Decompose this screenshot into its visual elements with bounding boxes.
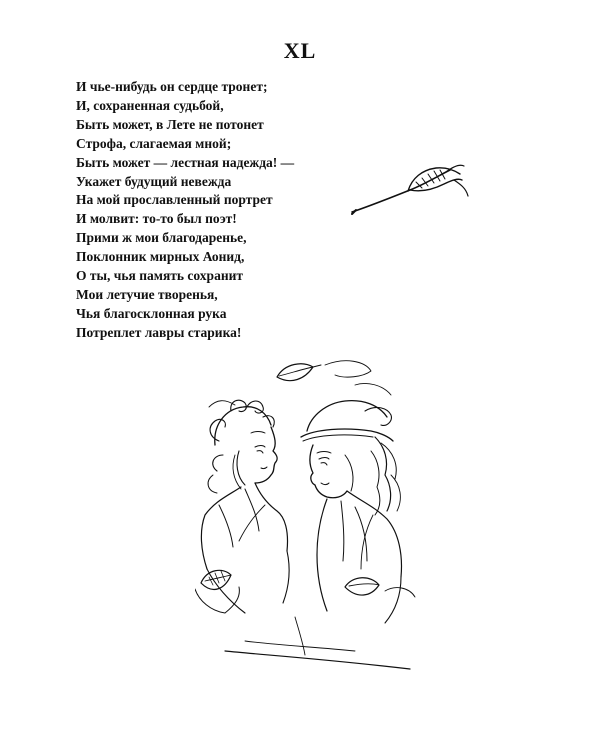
poem-line: Поклонник мирных Аонид, [76,249,245,265]
two-figures-sketch [195,355,420,675]
poem-line: Потреплет лавры старика! [76,324,242,340]
poem-line: Мои летучие творенья, [76,286,218,302]
poem-line: И чье-нибудь он сердце тронет; [76,79,268,94]
poem-stanza [76,78,294,343]
poem-line: Быть может, в Лете не потонет [76,116,264,132]
poem-line: И, сохраненная судьбой, [76,97,224,113]
poem-line: На мой прославленный портрет [76,192,273,208]
poem-line: Чья благосклонная рука [76,305,227,321]
poem-line: О ты, чья память сохранит [76,268,244,284]
poem-line: Прими ж мои благодаренье, [76,230,247,246]
quill-feather-icon [350,160,470,220]
poem-line: И молвит: то-то был поэт! [76,211,237,227]
poem-line: Строфа, слагаемая мной; [76,135,232,151]
poem-line: Быть может — лестная надежда! — [76,154,295,170]
stanza-number: XL [283,38,317,63]
poem-line: Укажет будущий невежда [76,173,232,189]
